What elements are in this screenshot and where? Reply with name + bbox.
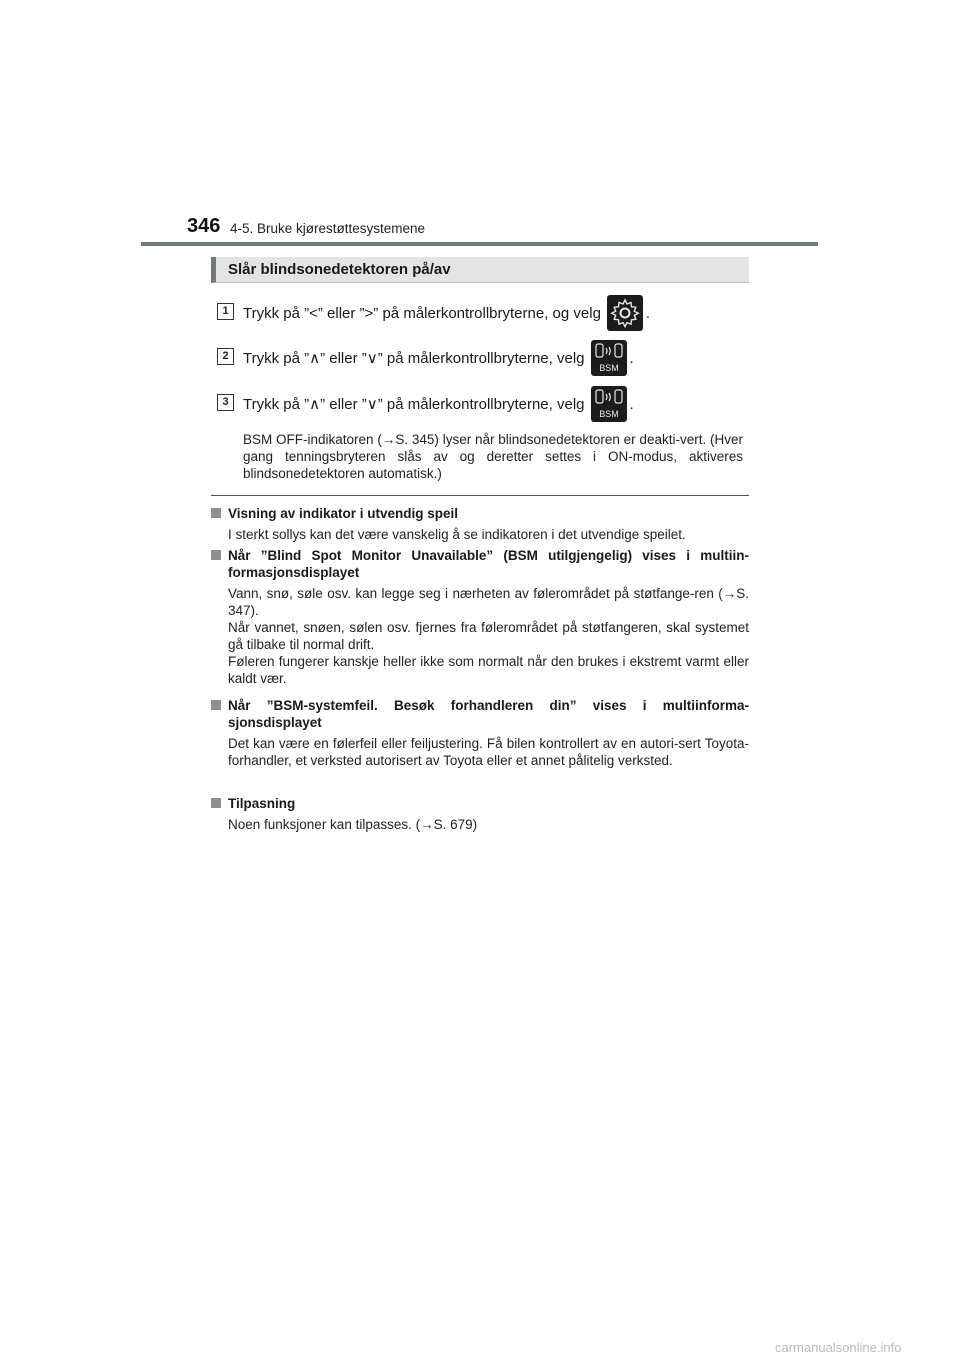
bsm-icon-label: BSM bbox=[598, 363, 619, 373]
section-header bbox=[211, 257, 749, 283]
section-title: Slår blindsonedetektoren på/av bbox=[228, 261, 451, 278]
info-body bbox=[211, 526, 749, 543]
info-paragraph: Det kan være en følerfeil eller feiljustering. Få bilen kontrollert av en autori-sert Toyota-forhandler, et verksted autorisert av Toyota eller et annet pålitelig verksted. bbox=[228, 736, 749, 768]
info-body bbox=[211, 735, 749, 769]
info-paragraph: Noen funksjoner kan tilpasses. (→S. 679) bbox=[228, 817, 478, 832]
step-number-2: 2 bbox=[217, 348, 234, 365]
gear-icon bbox=[607, 295, 643, 331]
step-1-instruction: Trykk på ”<” eller ”>” på målerkontrollbryterne, og velg bbox=[243, 304, 601, 322]
square-bullet-icon bbox=[211, 798, 221, 808]
header-rule bbox=[141, 242, 818, 246]
info-body bbox=[211, 585, 749, 687]
square-bullet-icon bbox=[211, 550, 221, 560]
info-body bbox=[211, 816, 749, 833]
step-1-end: . bbox=[645, 304, 651, 322]
info-block-customization bbox=[211, 795, 749, 833]
info-paragraph: Føleren fungerer kanskje heller ikke som normalt når den brukes i ekstremt varmt eller kaldt vær. bbox=[228, 654, 749, 686]
step-3-end: . bbox=[629, 395, 634, 413]
step-3-text bbox=[243, 386, 634, 422]
info-heading: Tilpasning bbox=[211, 795, 749, 812]
bsm-icon bbox=[591, 386, 627, 422]
bsm-icon-label: BSM bbox=[598, 409, 619, 419]
bsm-icon bbox=[591, 340, 627, 376]
info-paragraph: Vann, snø, søle osv. kan legge seg i nærheten av følerområdet på støtfange-ren (→S. 347). bbox=[228, 586, 749, 618]
section-divider bbox=[211, 495, 749, 496]
step-2-end: . bbox=[629, 349, 634, 367]
step-2-text bbox=[243, 340, 634, 376]
step-number-1: 1 bbox=[217, 303, 234, 320]
info-heading: Når ”BSM-systemfeil. Besøk forhandleren din” vises i multiinforma-sjonsdisplayet bbox=[211, 697, 749, 731]
page-number: 346 bbox=[187, 215, 221, 237]
step-note: BSM OFF-indikatoren (→S. 345) lyser når blindsonedetektoren er deakti-vert. (Hver gang tenningsbryteren slås av og deretter settes i ON-modus, aktiveres blindsonedetektoren automatisk.) bbox=[243, 432, 743, 481]
info-block-unavailable bbox=[211, 547, 749, 687]
info-block-system-fault bbox=[211, 697, 749, 769]
step-number-3: 3 bbox=[217, 394, 234, 411]
info-paragraph: I sterkt sollys kan det være vanskelig å se indikatoren i det utvendige speilet. bbox=[228, 527, 686, 542]
step-2-instruction: Trykk på ”∧” eller ”∨” på målerkontrollbryterne, velg bbox=[243, 350, 585, 367]
step-1-text bbox=[243, 295, 650, 331]
square-bullet-icon bbox=[211, 700, 221, 710]
square-bullet-icon bbox=[211, 508, 221, 518]
step-3-instruction: Trykk på ”∧” eller ”∨” på målerkontrollbryterne, velg bbox=[243, 396, 585, 413]
info-block-mirror bbox=[211, 505, 749, 543]
info-heading: Visning av indikator i utvendig speil bbox=[211, 505, 749, 522]
chapter-title: 4-5. Bruke kjørestøttesystemene bbox=[230, 221, 426, 236]
info-heading: Når ”Blind Spot Monitor Unavailable” (BSM utilgjengelig) vises i multiin-formasjonsdisplayet bbox=[211, 547, 749, 581]
watermark: carmanualsonline.info bbox=[775, 1340, 902, 1355]
info-paragraph: Når vannet, snøen, sølen osv. fjernes fra følerområdet på støtfangeren, skal systemet gå tilbake til normal drift. bbox=[228, 620, 749, 652]
